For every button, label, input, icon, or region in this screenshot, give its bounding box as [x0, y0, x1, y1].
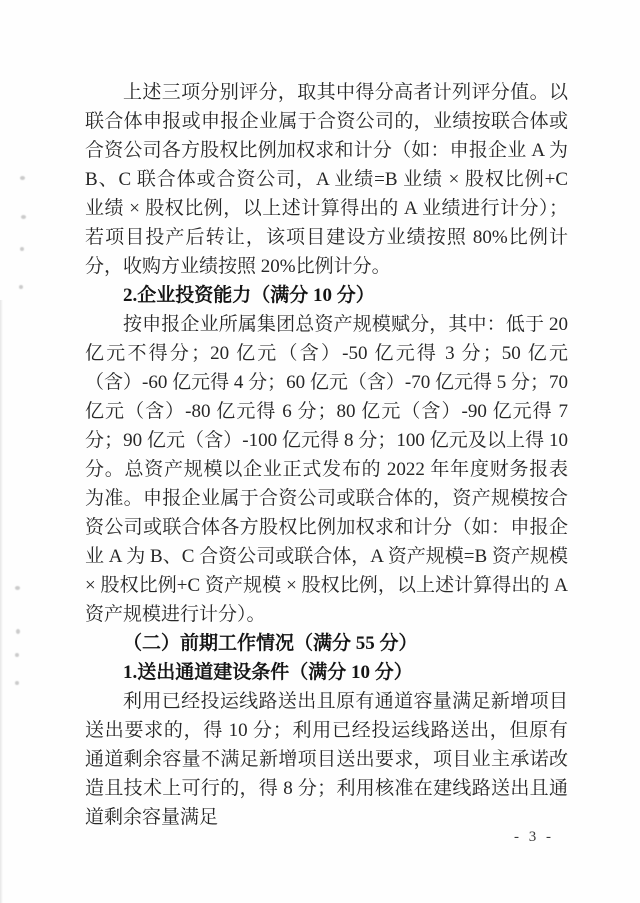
- heading-preliminary-work-status: （二）前期工作情况（满分 55 分）: [123, 633, 418, 654]
- page-number: - 3 -: [514, 829, 554, 845]
- scan-artifact-dot: [20, 176, 25, 180]
- heading-enterprise-investment-capacity: 2.企业投资能力（满分 10 分）: [123, 285, 375, 306]
- scan-artifact-dot: [19, 285, 23, 289]
- paragraph-performance-scoring-rule: 上述三项分别评分，取其中得分高者计列评分值。以联合体申报或申报企业属于合资公司的，业绩按联合体或合资公司各方股权比例加权求和计分（如：申报企业 A 为 B、C 联合体或合资公司，A 业绩=B 业绩 × 股权比例+C 业绩 × 股权比例，以上述计算得出的 A 业绩进行计分）；若项目投产后转让，该项目建设方业绩按照 80%比例计分，收购方业绩按照 20%比例计分。: [85, 82, 568, 277]
- heading-transmission-channel-conditions: 1.送出通道建设条件（满分 10 分）: [123, 662, 413, 683]
- scan-edge-shading: [0, 300, 3, 903]
- scan-artifact-dot: [21, 215, 26, 219]
- paragraph-asset-scale-scoring: 按申报企业所属集团总资产规模赋分，其中：低于 20 亿元不得分；20 亿元（含）-50 亿元得 3 分；50 亿元（含）-60 亿元得 4 分；60 亿元（含）-70 亿元得 5 分；70 亿元（含）-80 亿元得 6 分；80 亿元（含）-90 亿元得 7 分；90 亿元（含）-100 亿元得 8 分；100 亿元及以上得 10 分。总资产规模以企业正式发布的 2022 年年度财务报表为准。申报企业属于合资公司或联合体的，资产规模按合资公司或联合体各方股权比例加权求和计分（如：申报企业 A 为 B、C 合资公司或联合体，A 资产规模=B 资产规模 × 股权比例+C 资产规模 × 股权比例，以上述计算得出的 A 资产规模进行计分）。: [85, 314, 568, 625]
- scan-artifact-dot: [15, 653, 19, 657]
- scan-artifact-dot: [15, 681, 19, 685]
- paragraph-channel-capacity-scoring: 利用已经投运线路送出且原有通道容量满足新增项目送出要求的，得 10 分；利用已经投运线路送出，但原有通道剩余容量不满足新增项目送出要求，项目业主承诺改造且技术上可行的，得 8 分；利用核准在建线路送出且通道剩余容量满足: [85, 691, 568, 828]
- document-body: [85, 78, 568, 832]
- scan-artifact-dot: [20, 247, 24, 251]
- scan-artifact-dot: [15, 586, 20, 590]
- scan-artifact-dot: [16, 629, 20, 634]
